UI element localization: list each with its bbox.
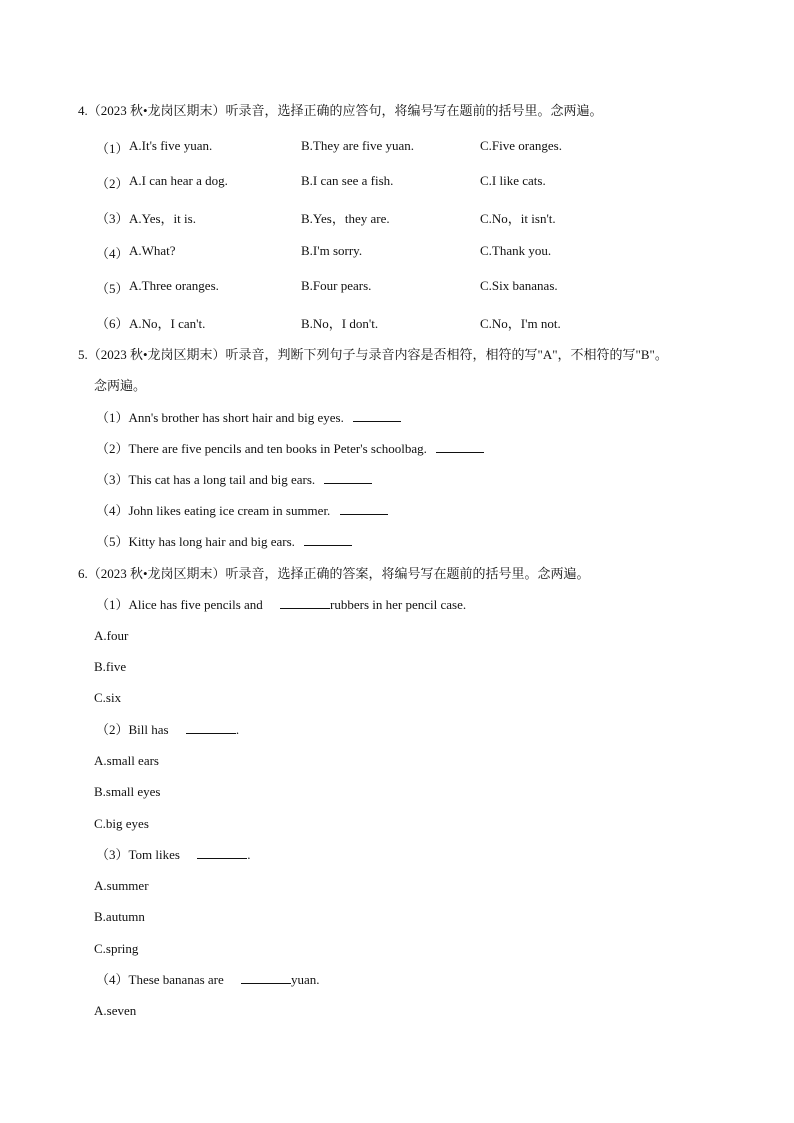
q4-row4-option-c: C.Thank you.	[480, 243, 552, 258]
answer-blank[interactable]	[340, 502, 388, 515]
q4-row3-option-a: A.Yes，it is.	[129, 211, 196, 226]
q5-item-text: （2）There are five pencils and ten books in Peter's schoolbag.	[96, 441, 427, 456]
q6-sub3-text: （3）Tom likes	[96, 847, 180, 862]
q4-row6-option-a: A.No，I can't.	[129, 316, 206, 331]
q5-header-line2: 念两遍。	[94, 378, 147, 393]
q6-header: 6.（2023 秋•龙岗区期末）听录音，选择正确的答案，将编号写在题前的括号里。念两遍。	[78, 566, 590, 581]
answer-blank[interactable]	[436, 440, 484, 453]
q5-item	[96, 502, 388, 520]
q4-row6-option-c: C.No，I'm not.	[480, 316, 561, 331]
q6-sub2-option-a: A.small ears	[94, 753, 159, 768]
q4-row2-option-c: C.I like cats.	[480, 173, 546, 188]
q6-sub4-stem	[96, 971, 320, 989]
q4-row3-option-b: B.Yes，they are.	[301, 211, 390, 226]
q4-row4-num: （4）	[96, 246, 129, 261]
q4-row5-option-a: A.Three oranges.	[129, 278, 219, 293]
q6-sub1-option-b: B.five	[94, 659, 127, 674]
q6-sub1-stem	[96, 596, 466, 614]
q4-row6-num: （6）	[96, 316, 129, 331]
q6-sub3-stem	[96, 846, 250, 864]
q4-row5-option-c: C.Six bananas.	[480, 278, 558, 293]
q6-sub3-option-a: A.summer	[94, 878, 149, 893]
q5-item	[96, 471, 372, 489]
q6-sub3-option-b: B.autumn	[94, 909, 145, 924]
q6-sub2-option-b: B.small eyes	[94, 784, 161, 799]
q6-sub1-option-a: A.four	[94, 628, 129, 643]
q6-sub1-after: rubbers in her pencil case.	[330, 597, 467, 612]
q4-row2-option-b: B.I can see a fish.	[301, 173, 394, 188]
q6-sub3-option-c: C.spring	[94, 941, 139, 956]
q5-item-text: （3）This cat has a long tail and big ears.	[96, 472, 316, 487]
q5-item-text: （4）John likes eating ice cream in summer.	[96, 503, 331, 518]
q6-sub4-option-a: A.seven	[94, 1003, 137, 1018]
answer-blank[interactable]	[324, 471, 372, 484]
answer-blank[interactable]	[353, 409, 401, 422]
q4-row1-num: （1）	[96, 141, 129, 156]
answer-blank[interactable]	[241, 971, 291, 984]
q5-item-text: （5）Kitty has long hair and big ears.	[96, 534, 295, 549]
q6-sub3-after: .	[247, 847, 251, 862]
q4-row4-option-b: B.I'm sorry.	[301, 243, 363, 258]
q4-row1-option-a: A.It's five yuan.	[129, 138, 213, 153]
q6-sub2-option-c: C.big eyes	[94, 816, 149, 831]
q5-item	[96, 409, 401, 427]
q4-header: 4.（2023 秋•龙岗区期末）听录音，选择正确的应答句，将编号写在题前的括号里。念两遍。	[78, 103, 603, 118]
answer-blank[interactable]	[186, 721, 236, 734]
q5-item	[96, 440, 484, 458]
q4-row5-num: （5）	[96, 281, 129, 296]
q6-sub2-text: （2）Bill has	[96, 722, 169, 737]
q4-row6-option-b: B.No，I don't.	[301, 316, 379, 331]
q5-item	[96, 533, 352, 551]
q6-sub1-option-c: C.six	[94, 690, 122, 705]
q4-row3-option-c: C.No，it isn't.	[480, 211, 556, 226]
q6-sub2-stem	[96, 721, 239, 739]
answer-blank[interactable]	[280, 596, 330, 609]
q5-item-text: （1）Ann's brother has short hair and big eyes.	[96, 410, 344, 425]
q6-sub2-after: .	[235, 722, 240, 737]
q4-row5-option-b: B.Four pears.	[301, 278, 372, 293]
q4-row4-option-a: A.What?	[129, 243, 176, 258]
q5-header-line1: 5.（2023 秋•龙岗区期末）听录音，判断下列句子与录音内容是否相符，相符的写"A"，不相符的写"B"。	[78, 347, 668, 362]
q4-row2-num: （2）	[96, 176, 129, 191]
q6-sub4-after: yuan.	[291, 972, 320, 987]
q6-sub4-text: （4）These bananas are	[96, 972, 224, 987]
q4-row2-option-a: A.I can hear a dog.	[129, 173, 228, 188]
q4-row1-option-b: B.They are five yuan.	[301, 138, 414, 153]
answer-blank[interactable]	[304, 533, 352, 546]
answer-blank[interactable]	[197, 846, 247, 859]
q4-row1-option-c: C.Five oranges.	[480, 138, 562, 153]
q6-sub1-text: （1）Alice has five pencils and	[96, 597, 263, 612]
q4-row3-num: （3）	[96, 211, 129, 226]
